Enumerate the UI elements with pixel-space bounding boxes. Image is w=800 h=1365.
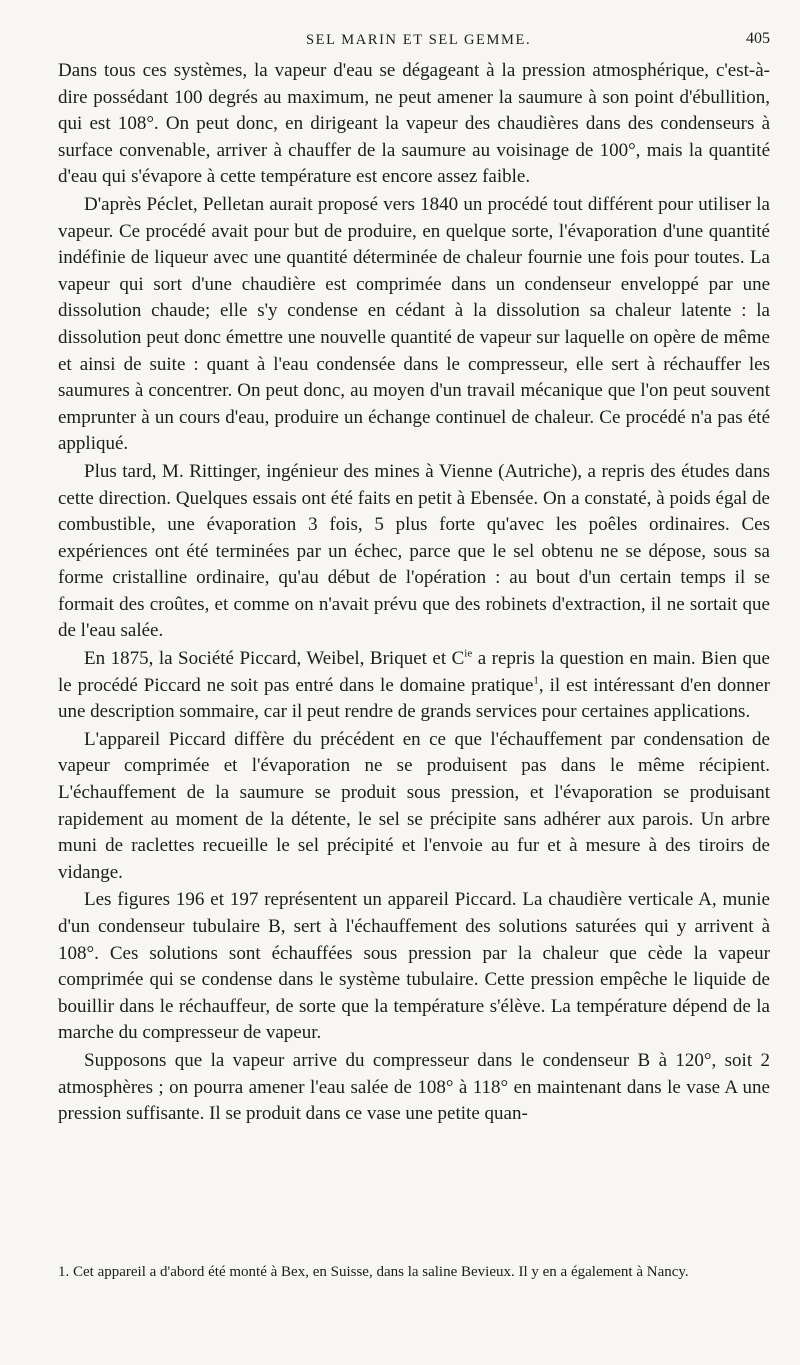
page-number: 405: [746, 30, 770, 47]
running-head: SEL MARIN ET SEL GEMME.: [306, 32, 532, 48]
paragraph: Supposons que la vapeur arrive du compresseur dans le condenseur B à 120°, soit 2 atmosphères ; on pourra amener l'eau salée de 108° à 118° en maintenant dans le vase A une pression suffisante. Il se produit dans ce vase une petite quan-: [58, 1049, 770, 1125]
footnotes: [58, 1262, 770, 1282]
paragraph: L'appareil Piccard diffère du précédent en ce que l'échauffement par condensation de vapeur comprimée et l'évaporation ne se produisent pas dans le même récipient. L'échauffement de la saumure se produit sous pression, et l'évaporation se produisant rapidement au moment de la détente, le sel se précipite sans adhérer aux parois. Un arbre muni de raclettes recueille le sel précipité et l'envoie au fur et à mesure à des tiroirs de vidange.: [58, 728, 770, 883]
page-header: [58, 28, 770, 58]
paragraph: [58, 646, 770, 726]
body-text: [58, 58, 770, 1128]
paragraph-text: a repris la question en main. Bien que le procédé Piccard ne soit pas entré dans le domaine pratique: [58, 648, 770, 696]
paragraph: Dans tous ces systèmes, la vapeur d'eau se dégageant à la pression atmosphérique, c'est-à-dire possédant 100 degrés au maximum, ne peut amener la saumure à son point d'ébullition, qui est 108°. On peut donc, en dirigeant la vapeur des chaudières dans des condenseurs à surface convenable, arriver à chauffer de la saumure au voisinage de 100°, mais la quantité d'eau qui s'évapore à cette température est encore assez faible.: [58, 60, 770, 188]
paragraph: D'après Péclet, Pelletan aurait proposé vers 1840 un procédé tout différent pour utiliser la vapeur. Ce procédé avait pour but de produire, en quelque sorte, l'évaporation d'une quantité indéfinie de liqueur avec une quantité déterminée de chaleur fournie une fois pour toutes. La vapeur qui sort d'une chaudière est comprimée dans un condenseur enveloppé par une dissolution chaude; elle s'y condense en cédant à la dissolution sa chaleur latente : la dissolution peut donc émettre une nouvelle quantité de vapeur sur laquelle on opère de même et ainsi de suite : quant à l'eau condensée dans le compresseur, elle sert à réchauffer les saumures à concentrer. On peut donc, au moyen d'un travail mécanique que l'on peut souvent emprunter à un cours d'eau, produire un échange continuel de chaleur. Ce procédé n'a pas été appliqué.: [58, 193, 770, 455]
footnote: 1. Cet appareil a d'abord été monté à Bex, en Suisse, dans la saline Bevieux. Il y en a également à Nancy.: [58, 1264, 689, 1280]
paragraph: Les figures 196 et 197 représentent un appareil Piccard. La chaudière verticale A, munie d'un condenseur tubulaire B, sert à l'échauffement des solutions saturées qui y arrivent à 108°. Ces solutions sont échauffées sous pression par la chaleur que cède la vapeur comprimée qui se condense dans le système tubulaire. Cette pression empêche le liquide de bouillir dans le réchauffeur, de sorte que la température s'élève. La température dépend de la marche du compresseur de vapeur.: [58, 889, 770, 1044]
paragraph-text: , il est intéressant d'en donner une description sommaire, car il peut rendre de grands services pour certaines applications.: [58, 674, 771, 723]
paragraph-text: En 1875, la Société Piccard, Weibel, Briquet et C: [84, 648, 465, 670]
superscript: ie: [464, 647, 473, 660]
paragraph: Plus tard, M. Rittinger, ingénieur des mines à Vienne (Autriche), a repris des études dans cette direction. Quelques essais ont été faits en petit à Ebensée. On a constaté, à poids égal de combustible, une évaporation 3 fois, 5 plus forte qu'avec les poêles ordinaires. Ces expériences ont été terminées par un échec, parce que le sel obtenu ne se dépose, sous sa forme cristalline ordinaire, qu'au début de l'opération : au bout d'un certain temps il se formait des croûtes, et comme on n'avait prévu que des robinets d'extraction, il ne sortait que de l'eau salée.: [58, 460, 770, 642]
footnote-reference: 1: [533, 674, 539, 687]
